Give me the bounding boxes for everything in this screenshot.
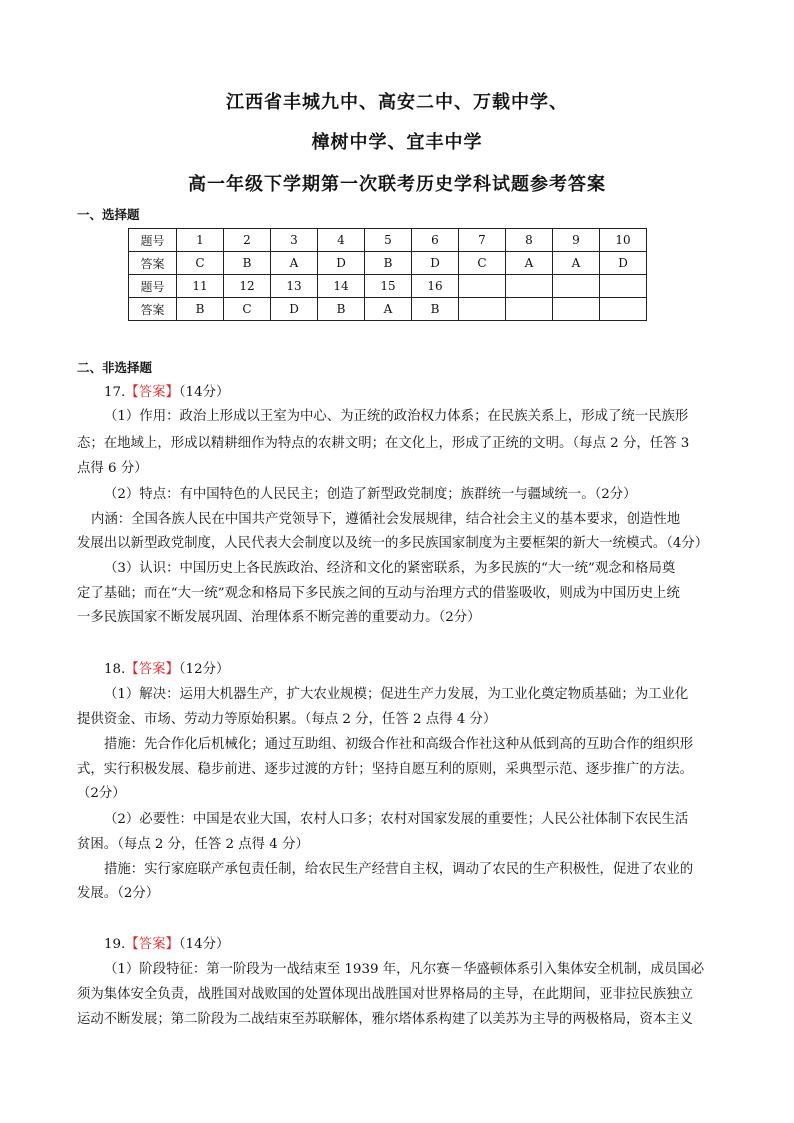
- q18-line: 提供资金、市场、劳动力等原始积累。（每点 2 分，任答 2 点得 4 分）: [77, 712, 497, 727]
- q18-line: 措施：先合作化后机械化；通过互助组、初级合作社和高级合作社这种从低到高的互助合作的组织形: [104, 737, 694, 752]
- answer-table-cell: D: [600, 252, 647, 275]
- answer-table-cell: [600, 275, 647, 298]
- q17-line: 一多民族国家不断发展巩固、治理体系不断完善的重要动力。（2分）: [77, 610, 481, 625]
- title-line-2: 樟树中学、宜丰中学: [311, 132, 483, 153]
- answer-table-cell: 13: [271, 275, 318, 298]
- answer-table-row: [129, 298, 647, 321]
- answer-table-cell: C: [459, 252, 506, 275]
- answer-table-cell: B: [365, 252, 412, 275]
- q17-line: 点得 6 分）: [77, 461, 148, 476]
- q17-line: 态；在地域上，形成以精耕细作为特点的农耕文明；在文化上，形成了正统的文明。（每点 2 分，任答 3: [77, 436, 690, 451]
- answer-table-cell: C: [224, 298, 271, 321]
- q17-line: 内涵：全国各族人民在中国共产党领导下，遵循社会发展规律，结合社会主义的基本要求，创造性地: [91, 512, 681, 527]
- q17-line: 定了基础；而在“大一统”观念和格局下多民族之间的互动与治理方式的借鉴吸收，则成为中国历史上统: [77, 586, 680, 601]
- q18-line: 贫困。（每点 2 分，任答 2 点得 4 分）: [77, 837, 309, 852]
- section-heading-non-choice: 二、非选择题: [77, 360, 153, 375]
- answer-table-cell: [459, 298, 506, 321]
- choice-answer-table: [128, 228, 647, 321]
- q19-heading: [104, 933, 229, 952]
- answer-table-cell: 10: [600, 229, 647, 252]
- answer-table-cell: A: [271, 252, 318, 275]
- q18-score: （12分）: [178, 662, 230, 677]
- answer-table-cell: B: [412, 298, 459, 321]
- q18-line: 发展。（2分）: [77, 886, 160, 901]
- q18-line: 式，实行积极发展、稳步前进、逐步过渡的方针；坚持自愿互利的原则，采典型示范、逐步推广的方法。: [77, 762, 693, 777]
- q19-line: 运动不断发展；第二阶段为二战结束至苏联解体，雅尔塔体系构建了以美苏为主导的两极格局，资本主义: [77, 1012, 693, 1027]
- answer-table-row-label: 题号: [129, 275, 177, 298]
- answer-table-cell: [600, 298, 647, 321]
- answer-table-row-label: 题号: [129, 229, 177, 252]
- q18-number: 18.: [104, 662, 126, 677]
- answer-table-cell: 12: [224, 275, 271, 298]
- title-line-3: 高一年级下学期第一次联考历史学科试题参考答案: [188, 174, 606, 195]
- answer-table-row-label: 答案: [129, 298, 177, 321]
- q19-answer-tag: 【答案】: [125, 937, 179, 952]
- answer-table-cell: [506, 298, 553, 321]
- q19-line: （1）阶段特征：第一阶段为一战结束至 1939 年，凡尔赛－华盛顿体系引入集体安全机制，成员国必: [104, 962, 705, 977]
- answer-table-row: [129, 229, 647, 252]
- q17-line: 发展出以新型政党制度，人民代表大会制度以及统一的多民族国家制度为主要框架的新大一统模式。（4分）: [77, 536, 709, 551]
- q18-line: 措施：实行家庭联产承包责任制，给农民生产经营自主权，调动了农民的生产积极性，促进了农业的: [104, 862, 694, 877]
- answer-table-cell: 2: [224, 229, 271, 252]
- answer-table-cell: 7: [459, 229, 506, 252]
- answer-table-cell: 5: [365, 229, 412, 252]
- answer-table-cell: [506, 275, 553, 298]
- q17-answer-tag: 【答案】: [125, 385, 179, 400]
- q18-heading: [104, 658, 229, 677]
- q17-line: （1）作用：政治上形成以王室为中心、为正统的政治权力体系；在民族关系上，形成了统一民族形: [104, 409, 689, 424]
- answer-table-cell: 8: [506, 229, 553, 252]
- answer-table-cell: 4: [318, 229, 365, 252]
- answer-table-cell: D: [318, 252, 365, 275]
- answer-table-cell: A: [506, 252, 553, 275]
- answer-table-cell: D: [271, 298, 318, 321]
- answer-table-cell: B: [224, 252, 271, 275]
- q17-line: （2）特点：有中国特色的人民民主；创造了新型政党制度；族群统一与疆域统一。（2分）: [104, 487, 637, 502]
- answer-table-cell: [459, 275, 506, 298]
- answer-table-cell: D: [412, 252, 459, 275]
- answer-table-row: [129, 252, 647, 275]
- q17-heading: [104, 381, 229, 400]
- q17-line: （3）认识：中国历史上各民族政治、经济和文化的紧密联系，为多民族的“大一统”观念和格局奠: [104, 561, 676, 576]
- answer-table-cell: A: [365, 298, 412, 321]
- answer-table-cell: 3: [271, 229, 318, 252]
- answer-table-cell: 15: [365, 275, 412, 298]
- q18-line: （1）解决：运用大机器生产，扩大农业规模；促进生产力发展，为工业化奠定物质基础；为工业化: [104, 687, 689, 702]
- answer-table-cell: 14: [318, 275, 365, 298]
- q17-score: （14分）: [178, 385, 230, 400]
- q19-number: 19.: [104, 937, 126, 952]
- answer-table-row: [129, 275, 647, 298]
- answer-table-cell: 1: [177, 229, 224, 252]
- answer-table-cell: [553, 298, 600, 321]
- answer-table-cell: A: [553, 252, 600, 275]
- answer-table-cell: 6: [412, 229, 459, 252]
- section-heading-choice: 一、选择题: [77, 207, 140, 222]
- answer-table-cell: B: [318, 298, 365, 321]
- answer-table-cell: [553, 275, 600, 298]
- title-line-1: 江西省丰城九中、高安二中、万载中学、: [226, 92, 568, 113]
- answer-table-cell: C: [177, 252, 224, 275]
- q18-answer-tag: 【答案】: [125, 662, 179, 677]
- q17-number: 17.: [104, 385, 126, 400]
- answer-table-cell: B: [177, 298, 224, 321]
- answer-table-cell: 9: [553, 229, 600, 252]
- answer-table-cell: 11: [177, 275, 224, 298]
- q19-line: 须为集体安全负责，战胜国对战败国的处置体现出战胜国对世界格局的主导，在此期间，亚非拉民族独立: [77, 987, 693, 1002]
- answer-table-cell: 16: [412, 275, 459, 298]
- q18-line: （2分）: [77, 786, 126, 801]
- answer-table-row-label: 答案: [129, 252, 177, 275]
- q18-line: （2）必要性：中国是农业大国，农村人口多；农村对国家发展的重要性；人民公社体制下农民生活: [104, 812, 689, 827]
- q19-score: （14分）: [178, 937, 230, 952]
